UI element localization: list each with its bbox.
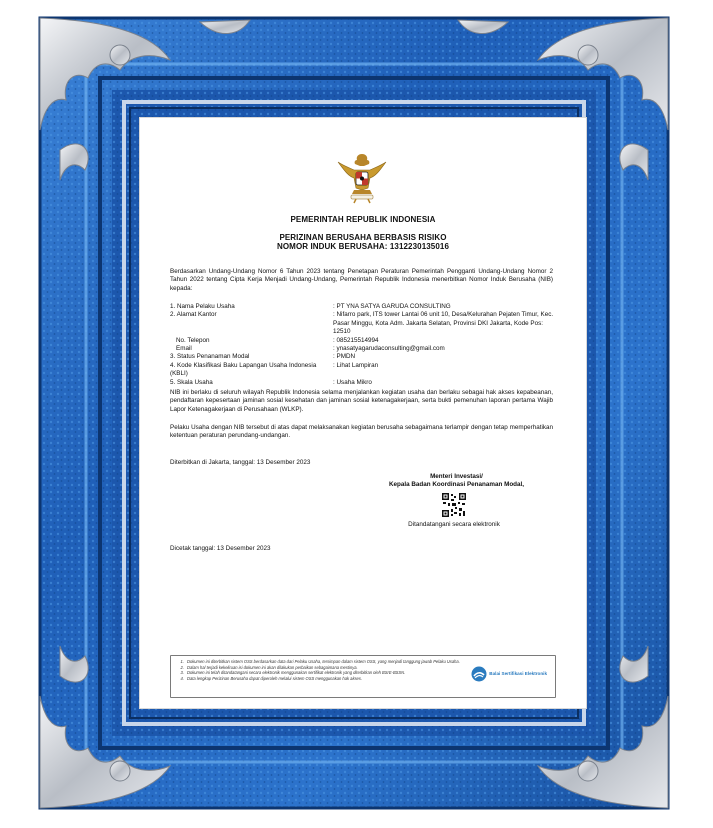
field-value: : 085215514994 [333, 336, 379, 344]
footnote-item: 2. Dalam hal terjadi kekeliruan isi dokumen ini akan dilakukan perbaikan sebagaimana mestinya. [185, 665, 485, 671]
field-row [170, 353, 560, 361]
field-row [170, 337, 560, 345]
government-heading: PEMERINTAH REPUBLIK INDONESIA [290, 215, 436, 224]
field-label: No. Telepon [176, 336, 210, 344]
field-row [170, 303, 560, 311]
esign-note: Ditandatangani secara elektronik [408, 521, 500, 528]
certificate-title: PERIZINAN BERUSAHA BERBASIS RISIKO [279, 233, 447, 242]
field-row [170, 362, 560, 379]
qr-code-icon [441, 492, 467, 518]
signatory-line-2: Kepala Badan Koordinasi Penanaman Modal, [388, 481, 525, 489]
field-value: : ynasatyagarudaconsulting@gmail.com [333, 345, 445, 353]
field-row [170, 345, 560, 353]
field-label: 4. Kode Klasifikasi Baku Lapangan Usaha Indonesia (KBLI) [170, 361, 317, 378]
footnote-item: 1. Dokumen ini diterbitkan sistem OSS berdasarkan data dari Pelaku Usaha, tersimpan dalam sistem OSS, yang menjadi tanggung jawab Pelaku Usaha. [185, 659, 485, 665]
bsre-logo [471, 666, 547, 682]
field-label: 5. Skala Usaha [170, 378, 213, 386]
issued-place-date: Diterbitkan di Jakarta, tanggal: 13 Desember 2023 [170, 459, 311, 466]
garuda-emblem-icon [334, 148, 390, 206]
intro-paragraph: Berdasarkan Undang-Undang Nomor 6 Tahun 2023 tentang Penetapan Peraturan Pemerintah Pengganti Undang-Undang Nomor 2 Tahun 2022 tentang Cipta Kerja Menjadi Undang-Undang, Pemerintah Republik Indonesia menerbitkan Nomor Induk Berusaha (NIB) kepada: [170, 268, 553, 292]
printed-date: Dicetak tanggal: 13 Desember 2023 [170, 545, 271, 552]
signatory-line-1: Menteri Investasi/ [430, 473, 483, 480]
footnote-item: 4. Data lengkap Perizinan Berusaha dapat diperoleh melalui sistem OSS menggunakan hak akses. [185, 676, 485, 682]
field-label: 3. Status Penanaman Modal [170, 353, 250, 361]
field-value: : Lihat Lampiran [333, 361, 379, 369]
field-value: : Usaha Mikro [333, 378, 372, 386]
signatory-title [369, 473, 544, 489]
field-row [170, 311, 560, 336]
nib-certificate [139, 117, 587, 709]
footnote-item: 3. Dokumen ini telah ditandatangani secara elektronik menggunakan sertifikat elektronik yang diterbitkan oleh BSrE-BSSN. [185, 670, 485, 676]
footnotes-box [170, 655, 556, 698]
field-value: : Nifarro park, ITS tower Lantai 06 unit 10, Desa/Kelurahan Pejaten Timur, Kec. Pasar Minggu, Kota Adm. Jakarta Selatan, Provinsi DKI Jakarta, Kode Pos: 12510 [333, 311, 554, 336]
nib-number: NOMOR INDUK BERUSAHA: 1312230135016 [276, 242, 449, 251]
obligation-paragraph: Pelaku Usaha dengan NIB tersebut di atas dapat melaksanakan kegiatan berusaha sebagaimana terlampir dengan tetap memperhatikan ketentuan peraturan perundang-undangan. [170, 424, 553, 440]
bsre-logo-text: Balai Sertifikasi Elektronik [489, 671, 547, 677]
validity-paragraph: NIB ini berlaku di seluruh wilayah Republik Indonesia selama menjalankan kegiatan usaha dan berlaku sebagai hak akses kepabeanan, pendaftaran kepesertaan jaminan sosial kesehatan dan jaminan sosial ketenagakerjaan, serta bukti pemenuhan laporan pertama Wajib Lapor Ketenagakerjaan di Perusahaan (WLKP). [170, 389, 553, 413]
field-label: 2. Alamat Kantor [170, 311, 217, 319]
field-label: Email [176, 345, 192, 353]
business-details [170, 303, 560, 387]
field-label: 1. Nama Pelaku Usaha [170, 303, 235, 310]
field-value: : PT YNA SATYA GARUDA CONSULTING [333, 303, 451, 310]
field-value: : PMDN [333, 353, 356, 361]
bsre-logo-icon [471, 666, 487, 682]
field-row [170, 379, 560, 387]
